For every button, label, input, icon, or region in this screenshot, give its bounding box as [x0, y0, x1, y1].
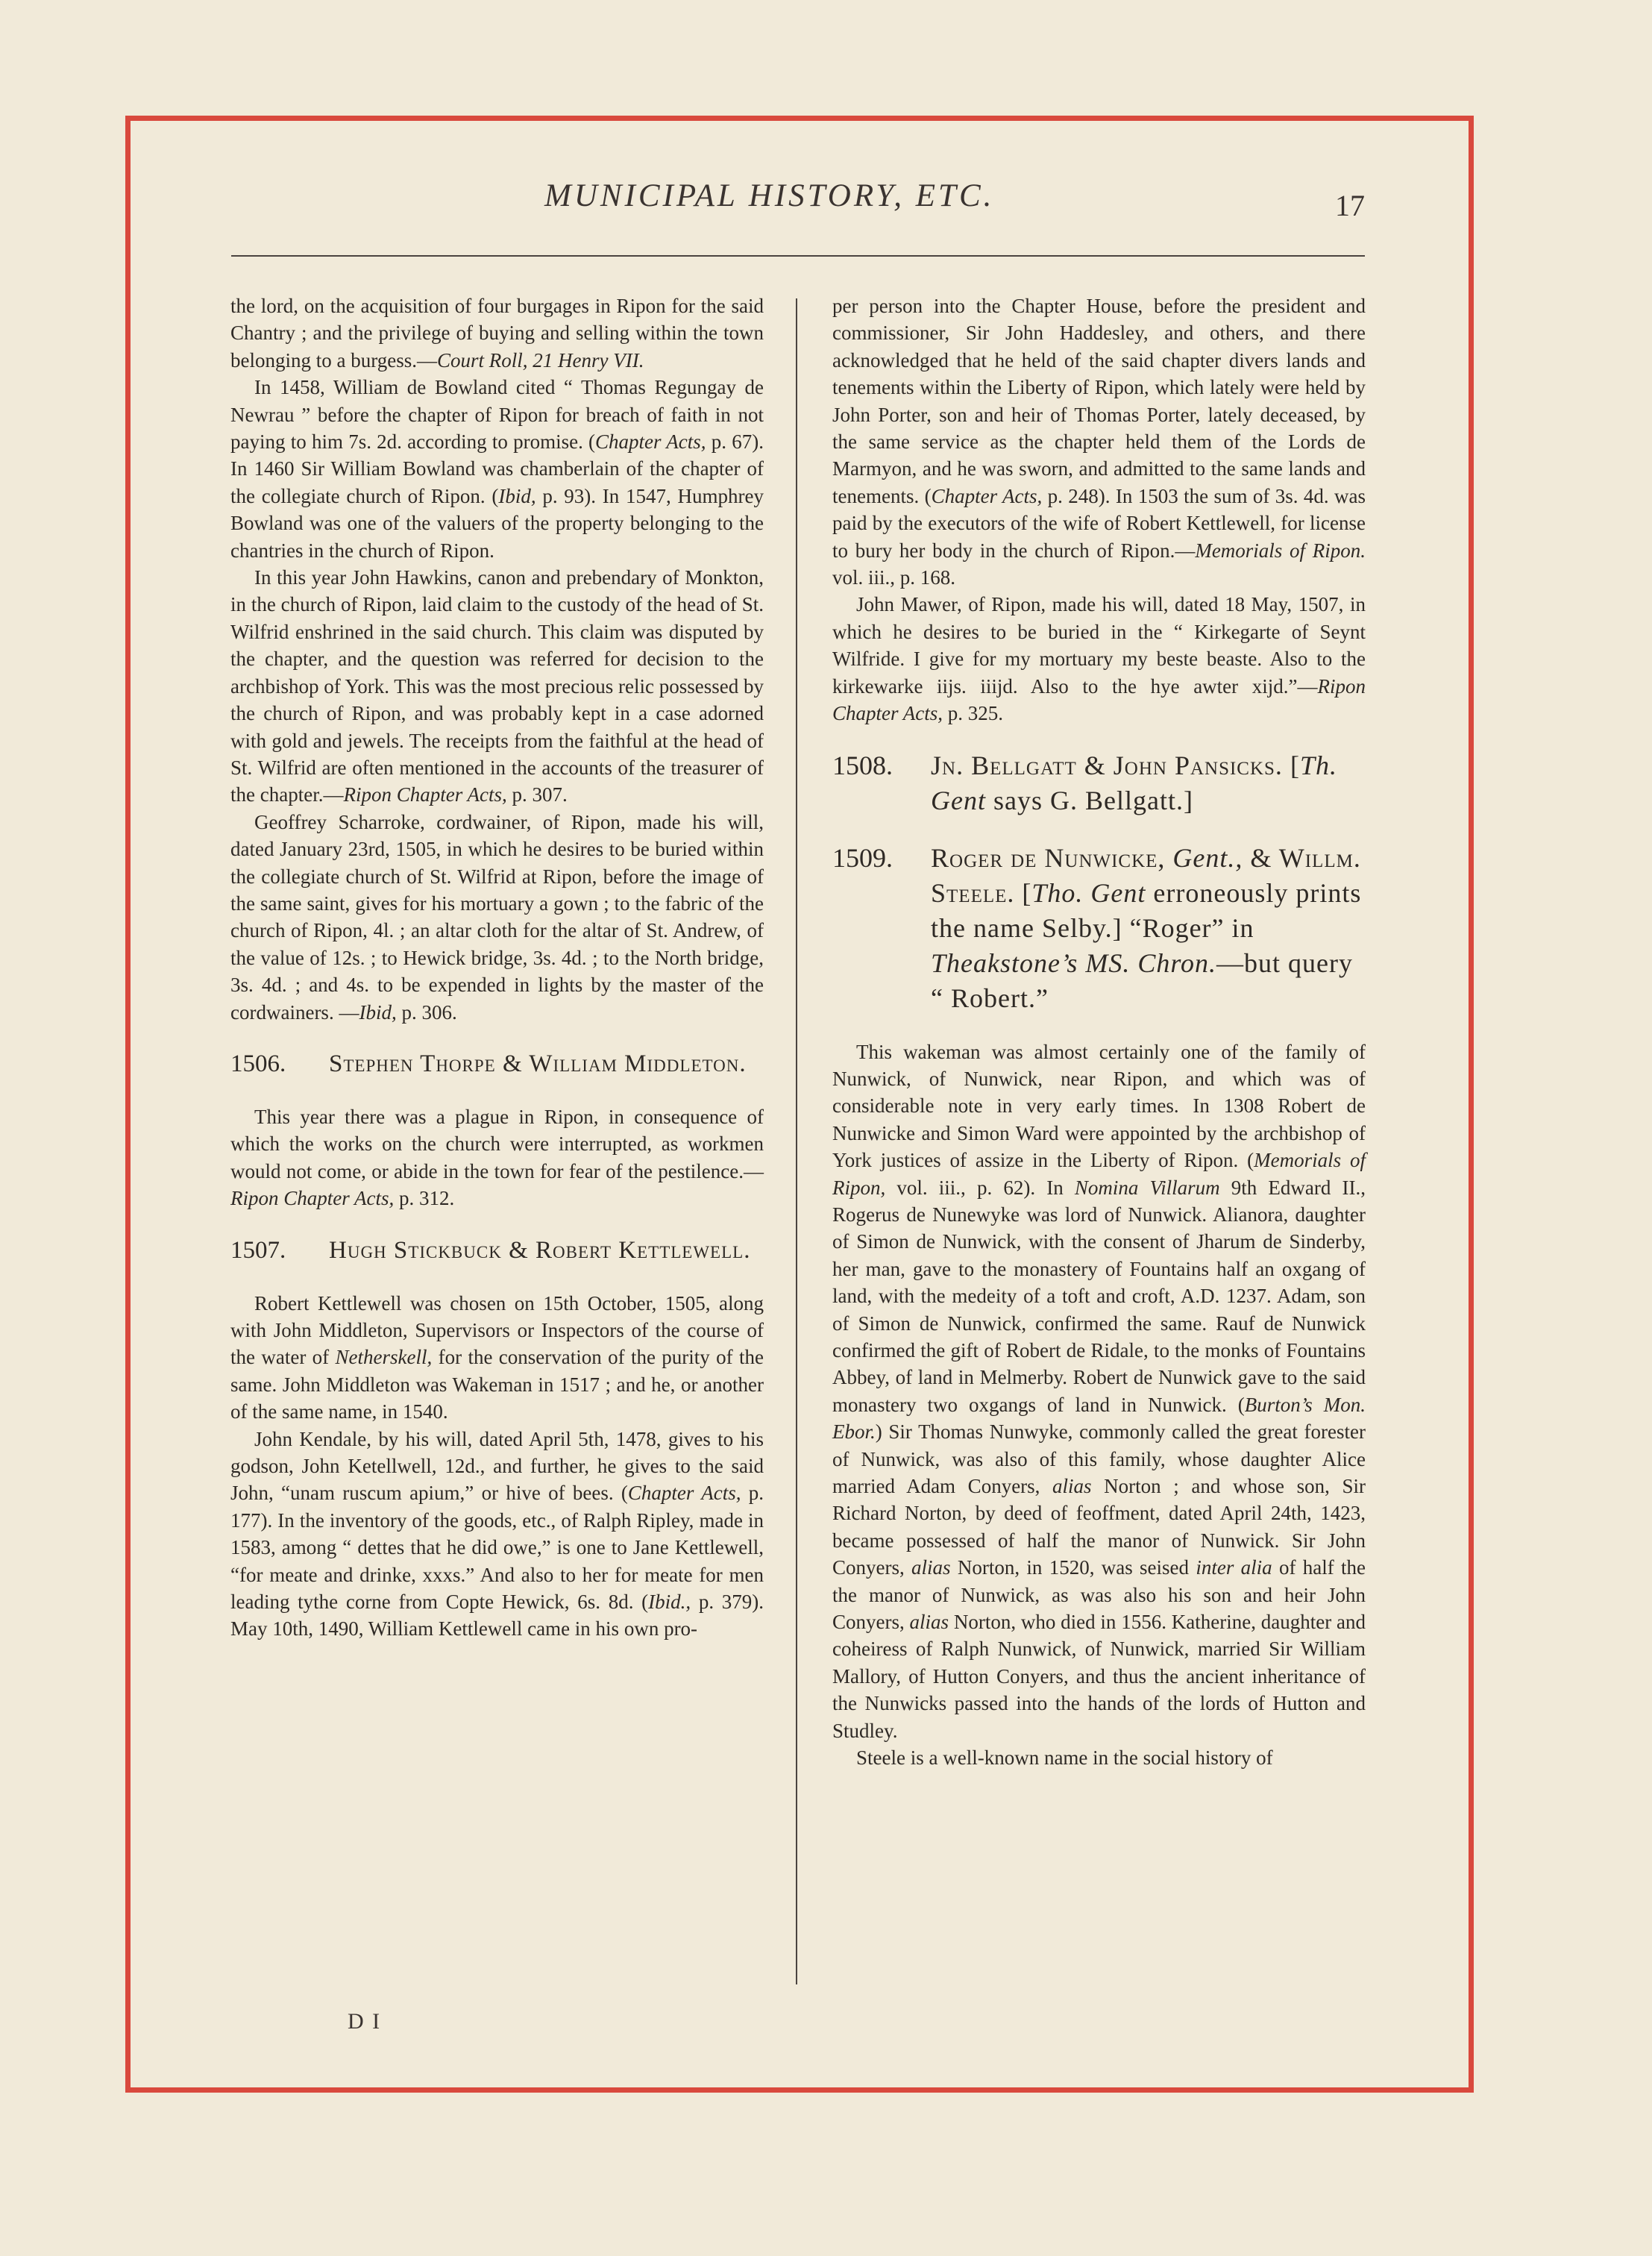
paragraph: This year there was a plague in Ripon, in consequence of which the works on the church were interrupted, as workmen would not come, or abide in the town for fear of the pestilence.—Ripon Chapter Acts, p. 312. — [230, 1105, 764, 1210]
citation: Chapter Acts, — [627, 1482, 741, 1505]
citation: Ibid, — [498, 484, 536, 507]
paragraph: John Mawer, of Ripon, made his will, dated 18 May, 1507, in which he desires to be buried in the “ Kirkegarte of Seynt Wilfride. I give for my mortuary my beste beaste. Also to the kirkewarke iijs. iiijd. Also to the hye awter xijd.”—Ripon Chapter Acts, p. 325. — [832, 593, 1366, 725]
column-divider — [796, 298, 797, 1984]
citation: Memorials of Ripon, — [832, 1149, 1366, 1199]
wakeman-entry-1506 — [230, 1047, 764, 1081]
citation: Court Roll, 21 Henry VII. — [436, 348, 644, 372]
citation: Chapter Acts, — [595, 430, 706, 454]
citation: Chapter Acts, — [931, 484, 1043, 507]
wakeman-entry-1509 — [832, 841, 1366, 1016]
citation: Netherskell, — [335, 1346, 433, 1369]
entry-names: Hugh Stickbuck & Robert Kettlewell. — [329, 1236, 751, 1264]
running-title: MUNICIPAL HISTORY, ETC. — [544, 178, 995, 213]
paragraph: the lord, on the acquisition of four burgages in Ripon for the said Chantry ; and the privilege of buying and selling within the town belonging to a burgess.—Court Roll, 21 Henry VII. — [230, 295, 764, 372]
right-column — [832, 292, 1366, 1771]
wakeman-entry-1508 — [832, 748, 1366, 818]
citation: Burton’s Mon. Ebor. — [832, 1393, 1366, 1444]
paragraph: Geoffrey Scharroke, cordwainer, of Ripon, made his will, dated January 23rd, 1505, in which he desires to be buried within the collegiate church of St. Wilfrid at Ripon, before the image of the same saint, gives for his mortuary a gown ; to the fabric of the church of Ripon, 4l. ; an altar cloth for the altar of St. Andrew, of the value of 12s. ; to Hewick bridge, 3s. 4d. ; to the North bridge, 3s. 4d. ; and 4s. to be expended in lights by the master of the cordwainers. —Ibid, p. 306. — [230, 810, 764, 1024]
paragraph: In 1458, William de Bowland cited “ Thomas Regungay de Newrau ” before the chapter of Ripon for breach of faith in not paying to him 7s. 2d. according to promise. (Chapter Acts, p. 67). In 1460 Sir William Bowland was chamberlain of the chapter of the collegiate church of Ripon. (Ibid, p. 93). In 1547, Humphrey Bowland was one of the valuers of the property belonging to the chantries in the church of Ripon. — [230, 376, 764, 562]
citation: Ripon Chapter Acts, — [230, 1187, 395, 1210]
entry-note: [Th. Gent says G. Bellgatt.] — [931, 750, 1337, 815]
citation: Ripon Chapter Acts, — [832, 674, 1366, 725]
header-rule — [231, 255, 1365, 257]
wakeman-entry-1507 — [230, 1233, 764, 1268]
citation: Ripon Chapter Acts, — [343, 783, 507, 806]
entry-year: 1508. — [832, 750, 893, 780]
signature-mark: D I — [348, 2009, 382, 2034]
paragraph: Robert Kettlewell was chosen on 15th October, 1505, along with John Middleton, Supervisors or Inspectors of the course of the water of Netherskell, for the conservation of the purity of the same. John Middleton was Wakeman in 1517 ; and he, or another of the same name, in 1540. — [230, 1291, 764, 1423]
citation: Nomina Villarum — [1074, 1176, 1220, 1199]
paragraph: John Kendale, by his will, dated April 5th, 1478, gives to his godson, John Ketellwell, 12d., and further, he gives to the said John, “unam ruscum apium,” or hive of bees. (Chapter Acts, p. 177). In the inventory of the goods, etc., of Ralph Ripley, made in 1583, among “ dettes that he did owe,” is one to Jane Kettlewell, “for meate and drinke, xxxs.” And also to her for meate for men leading tythe corne from Copte Hewick, 6s. 8d. (Ibid., p. 379). May 10th, 1490, William Kettlewell came in his own pro- — [230, 1427, 764, 1641]
paragraph: Steele is a well-known name in the social history of — [856, 1746, 1273, 1770]
left-column — [230, 292, 764, 1643]
citation: Ibid, — [359, 1000, 397, 1024]
paragraph: per person into the Chapter House, before the president and commissioner, Sir John Haddesley, and others, and there acknowledged that he held of the said chapter divers lands and tenements within the Liberty of Ripon, which lately were held by John Porter, son and heir of Thomas Porter, lately deceased, by the same service as the chapter held them of the Lords de Marmyon, and he was sworn, and admitted to the same lands and tenements. (Chapter Acts, p. 248). In 1503 the sum of 3s. 4d. was paid by the executors of the wife of Robert Kettlewell, for license to bury her body in the church of Ripon.—Memorials of Ripon. vol. iii., p. 168. — [832, 295, 1366, 589]
entry-names: Stephen Thorpe & William Middleton. — [329, 1050, 747, 1077]
entry-names: Roger de Nunwicke, Gent., & Willm. Steele. [Tho. Gent erroneously prints the name Selby.] “Roger” in Theakstone’s MS. Chron.—but query “ Robert.” — [931, 842, 1362, 1013]
entry-year: 1506. — [230, 1050, 286, 1077]
paragraph: In this year John Hawkins, canon and prebendary of Monkton, in the church of Ripon, laid claim to the custody of the head of St. Wilfrid enshrined in the said church. This claim was disputed by the chapter, and the question was referred for decision to the archbishop of York. This was the most precious relic possessed by the church of Ripon, and was probably kept in a case adorned with gold and jewels. The receipts from the faithful at the head of St. Wilfrid are often mentioned in the accounts of the treasurer of the chapter.—Ripon Chapter Acts, p. 307. — [230, 566, 764, 806]
citation: Memorials of Ripon. — [1195, 539, 1366, 562]
citation: Ibid., — [648, 1591, 691, 1614]
entry-year: 1507. — [230, 1236, 286, 1264]
entry-note: [Tho. Gent erroneously prints the name Selby.] “Roger” in Theakstone’s MS. Chron.—but query “ Robert.” — [931, 877, 1362, 1013]
page-number: 17 — [1335, 189, 1365, 222]
paragraph: This wakeman was almost certainly one of the family of Nunwick, of Nunwick, near Ripon, and which was of considerable note in very early times. In 1308 Robert de Nunwicke and Simon Ward were appointed by the archbishop of York justices of assize in the Liberty of Ripon. (Memorials of Ripon, vol. iii., p. 62). In Nomina Villarum 9th Edward II., Rogerus de Nunewyke was lord of Nunwick. Alianora, daughter of Simon de Nunwick, with the consent of Jharum de Sinderby, her man, gave to the monastery of Fountains half an oxgang of land, with the medeity of a toft and croft, A.D. 1237. Adam, son of Simon de Nunwick, confirmed the same. Rauf de Nunwick confirmed the gift of Robert de Ridale, to the monks of Fountains Abbey, of land in Melmerby. Robert de Nunwick gave to the said monastery two oxgangs of land in Nunwick. (Burton’s Mon. Ebor.) Sir Thomas Nunwyke, commonly called the great forester of Nunwick, was also of this family, whose daughter Alice married Adam Conyers, alias Norton ; and whose son, Sir Richard Norton, by deed of feoffment, dated April 24th, 1423, became possessed of half the manor of Nunwick. Sir John Conyers, alias Norton, in 1520, was seised inter alia of half the the manor of Nunwick, as was also his son and heir John Conyers, alias Norton, who died in 1556. Katherine, daughter and coheiress of Ralph Nunwick, of Nunwick, married Sir William Mallory, of Hutton Conyers, and thus the ancient inheritance of the Nunwicks passed into the hands of the lords of Hutton and Studley. — [832, 1040, 1366, 1742]
entry-year: 1509. — [832, 842, 893, 873]
entry-names: Jn. Bellgatt & John Pansicks. [Th. Gent says G. Bellgatt.] — [931, 750, 1337, 815]
